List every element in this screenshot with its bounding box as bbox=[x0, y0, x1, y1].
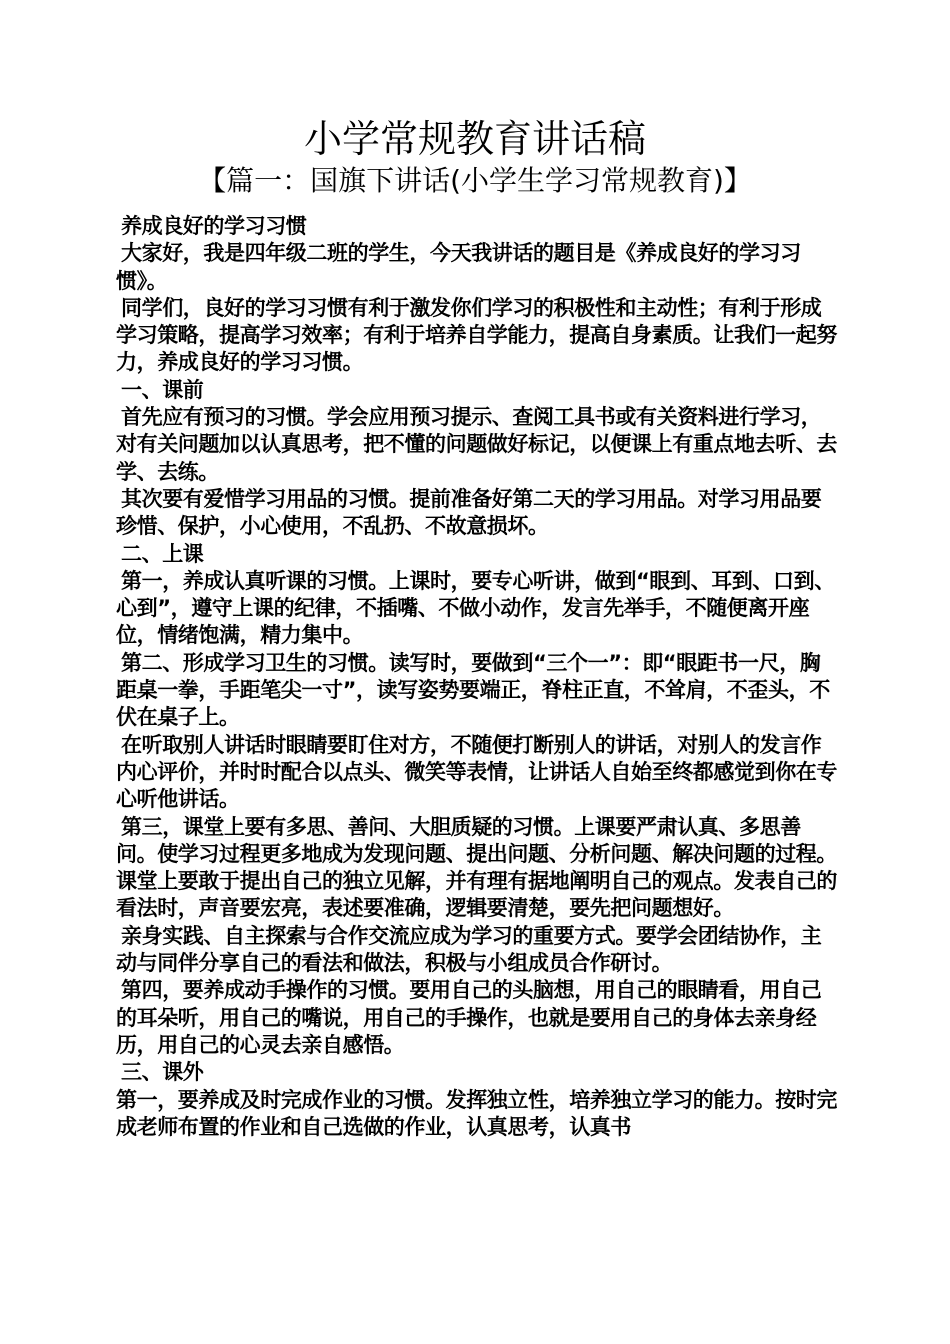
paragraph: 第一，养成认真听课的习惯。上课时，要专心听讲，做到“眼到、耳到、口到、心到”，遵守上课的纪律，不插嘴、不做小动作，发言先举手，不随便离开座位，情绪饱满，精力集中。 bbox=[116, 568, 835, 648]
paragraph: 其次要有爱惜学习用品的习惯。提前准备好第二天的学习用品。对学习用品要珍惜、保护，小心使用，不乱扔、不故意损坏。 bbox=[116, 486, 822, 539]
section-heading: 一、课前 bbox=[121, 377, 204, 402]
paragraph: 大家好，我是四年级二班的学生，今天我讲话的题目是《养成良好的学习习惯》。 bbox=[116, 241, 801, 293]
document-body bbox=[116, 213, 838, 1141]
section-heading: 三、课外 bbox=[121, 1060, 204, 1085]
section-heading: 养成良好的学习习惯 bbox=[121, 214, 307, 238]
paragraph: 第二、形成学习卫生的习惯。读写时，要做到“三个一”：即“眼距书一尺，胸距桌一拳，手距笔尖一寸”，读写姿势要端正，脊柱正直，不耸肩，不歪头，不伏在桌子上。 bbox=[116, 650, 830, 730]
document-subtitle: 【篇一：国旗下讲话(小学生学习常规教育)】 bbox=[198, 164, 752, 197]
paragraph: 第三，课堂上要有多思、善问、大胆质疑的习惯。上课要严肃认真、多思善问。使学习过程更多地成为发现问题、提出问题、分析问题、解决问题的过程。课堂上要敢于提出自己的独立见解，并有理有据地阐明自己的观点。发表自己的看法时，声音要宏亮，表述要准确，逻辑要清楚，要先把问题想好。 bbox=[116, 814, 837, 921]
paragraph: 同学们，良好的学习习惯有利于激发你们学习的积极性和主动性；有利于形成学习策略，提高学习效率；有利于培养自学能力，提高自身素质。让我们一起努力，养成良好的学习习惯。 bbox=[116, 295, 837, 375]
paragraph: 首先应有预习的习惯。学会应用预习提示、查阅工具书或有关资料进行学习，对有关问题加以认真思考，把不懂的问题做好标记，以便课上有重点地去听、去学、去练。 bbox=[116, 405, 837, 484]
paragraph: 在听取别人讲话时眼睛要盯住对方，不随便打断别人的讲话，对别人的发言作内心评价，并时时配合以点头、微笑等表情，让讲话人自始至终都感觉到你在专心听他讲话。 bbox=[116, 732, 837, 812]
paragraph: 亲身实践、自主探索与合作交流应成为学习的重要方式。要学会团结协作，主动与同伴分享自己的看法和做法，积极与小组成员合作研讨。 bbox=[116, 923, 822, 976]
paragraph: 第四，要养成动手操作的习惯。要用自己的头脑想，用自己的眼睛看，用自己的耳朵听，用自己的嘴说，用自己的手操作，也就是要用自己的身体去亲身经历，用自己的心灵去亲自感悟。 bbox=[116, 978, 822, 1057]
paragraph: 第一，要养成及时完成作业的习惯。发挥独立性，培养独立学习的能力。按时完成老师布置的作业和自己选做的作业，认真思考，认真书 bbox=[116, 1087, 837, 1139]
section-heading: 二、上课 bbox=[121, 541, 204, 566]
document-title: 小学常规教育讲话稿 bbox=[303, 117, 646, 161]
